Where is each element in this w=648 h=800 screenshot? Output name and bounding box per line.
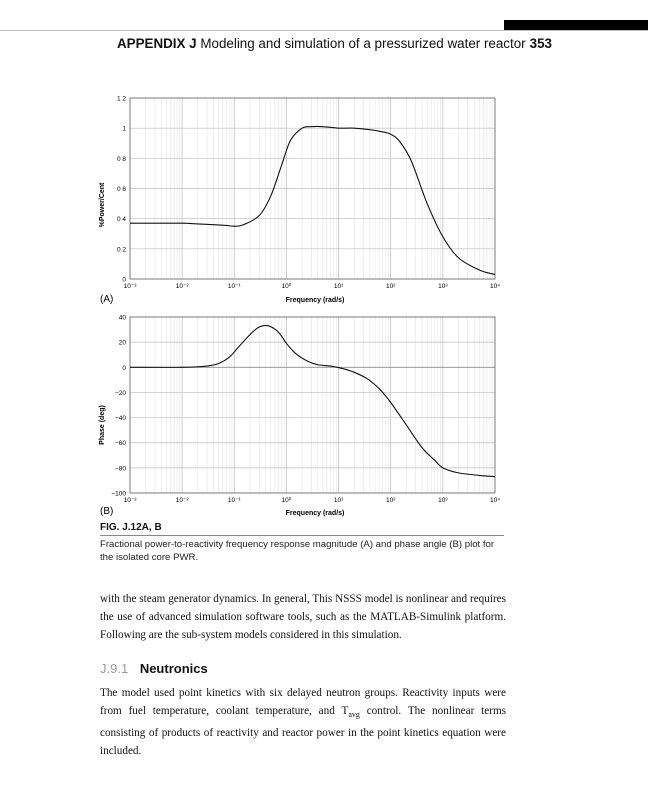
running-header [117, 36, 552, 51]
phase-chart [90, 310, 510, 520]
y-tick-label: −40 [114, 415, 126, 423]
y-tick-label: 1 [122, 125, 126, 133]
y-tick-label: −80 [114, 465, 126, 473]
x-tick-label: 10⁻³ [123, 497, 137, 504]
y-tick-label: 40 [118, 314, 126, 322]
header-rule [0, 30, 648, 31]
x-tick-label: 10⁻³ [123, 283, 137, 290]
chart-a-panel-label: (A) [100, 294, 114, 305]
chart-a-grid [130, 98, 495, 279]
figure-caption: Fractional power-to-reactivity frequency response magnitude (A) and phase angle (B) plot for the isolated core PWR. [100, 539, 495, 563]
section-number: J.9.1 [100, 661, 129, 676]
chart-b-xlabel: Frequency (rad/s) [285, 510, 345, 517]
body-paragraph-2 [100, 684, 506, 760]
para2-text-a: The model used point kinetics with six delayed neutron groups. Reactivity inputs were from fuel temperature, coolant temperature, and T [100, 687, 506, 717]
x-tick-label: 10⁻² [175, 497, 189, 504]
page-number: 353 [529, 36, 552, 51]
x-tick-label: 10² [386, 497, 396, 504]
x-tick-label: 10² [386, 283, 396, 290]
body-paragraph-1: with the steam generator dynamics. In general, This NSSS model is nonlinear and requires the use of advanced simulation software tools, such as the MATLAB-Simulink platform. Following are the sub-system models considered in this simulation. [100, 593, 506, 641]
x-tick-label: 10³ [438, 283, 448, 290]
chart-b-panel-label: (B) [100, 506, 114, 517]
chart-a-ylabel: %Power/Cent [99, 182, 106, 228]
y-tick-label: 20 [118, 339, 126, 347]
chart-b-ylabel: Phase (deg) [99, 405, 106, 445]
y-tick-label: 0 2 [116, 246, 126, 254]
x-tick-label: 10⁻¹ [227, 283, 241, 290]
y-tick-label: 0 8 [116, 155, 126, 163]
x-tick-label: 10¹ [333, 497, 344, 504]
y-tick-label: 0 6 [116, 186, 126, 193]
y-tick-label: 1 2 [116, 95, 126, 103]
header-bar [504, 20, 648, 30]
appendix-title: Modeling and simulation of a pressurized water reactor [200, 36, 526, 51]
y-tick-label: 0 [122, 364, 126, 372]
x-tick-label: 10⁰ [281, 283, 292, 290]
figure-label: FIG. J.12A, B [100, 522, 162, 533]
x-tick-label: 10³ [438, 497, 448, 504]
para2-text-b: control. The nonlinear terms consisting of products of reactivity and reactor power in the point kinetics equation were included. [100, 705, 506, 758]
x-tick-label: 10⁻¹ [227, 497, 241, 504]
x-tick-label: 10⁰ [281, 497, 292, 504]
caption-rule [100, 535, 504, 536]
para2-subscript: avg [348, 710, 360, 720]
magnitude-chart [90, 90, 510, 310]
y-tick-label: −20 [114, 389, 126, 397]
section-title: Neutronics [139, 661, 208, 676]
x-tick-label: 10¹ [333, 283, 344, 290]
y-tick-label: −100 [111, 490, 126, 498]
x-tick-label: 10⁴ [489, 283, 501, 290]
y-tick-label: 0 4 [116, 216, 126, 224]
x-tick-label: 10⁻² [175, 283, 189, 290]
y-tick-label: −60 [114, 440, 126, 448]
appendix-label: APPENDIX J [117, 36, 197, 51]
chart-a-xlabel: Frequency (rad/s) [285, 297, 345, 304]
x-tick-label: 10⁴ [489, 497, 501, 504]
y-tick-label: 0 [122, 276, 126, 284]
section-heading [100, 661, 208, 676]
